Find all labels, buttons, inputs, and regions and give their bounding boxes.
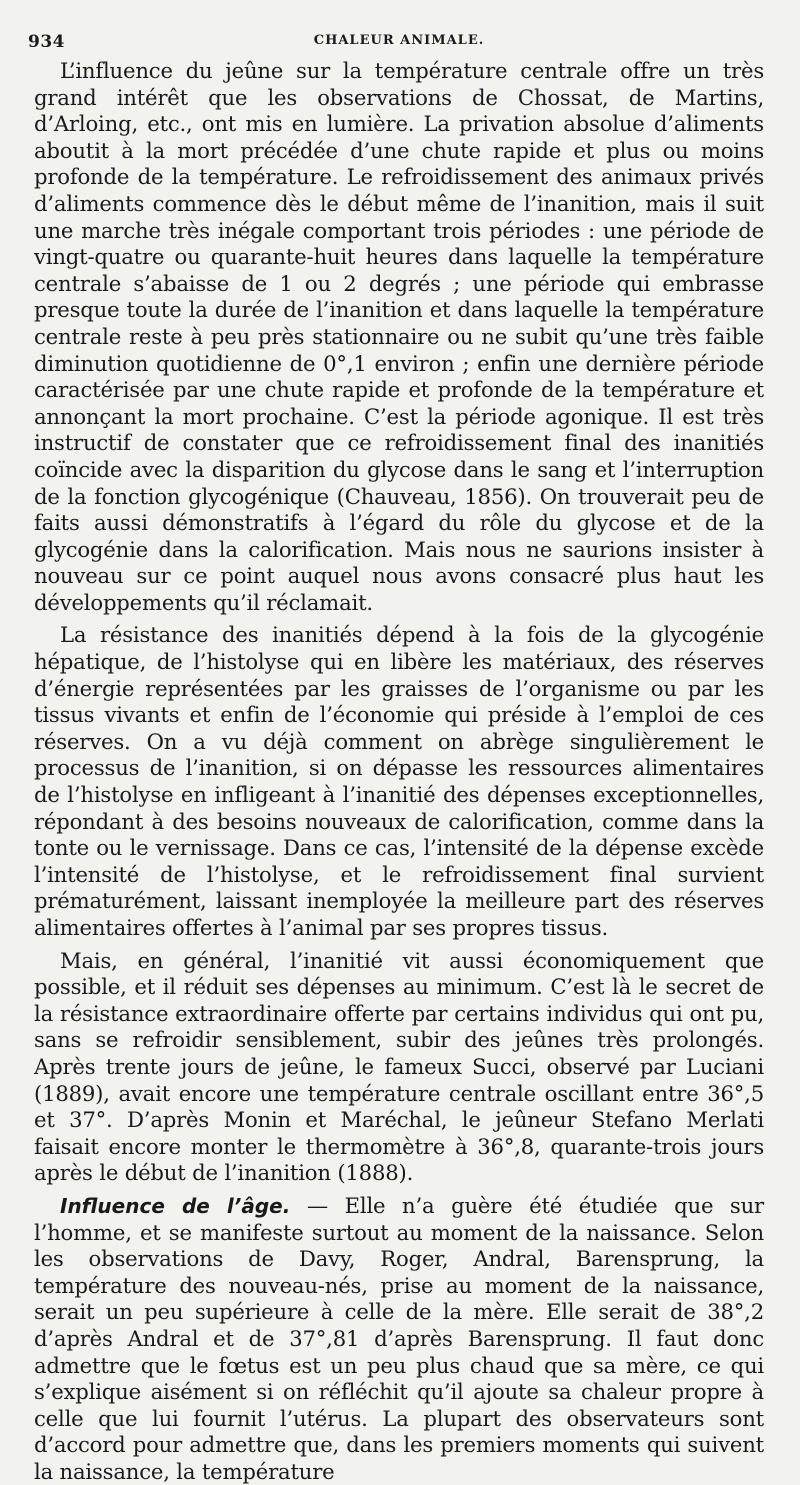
running-head: [28, 30, 770, 54]
paragraph-age-influence: [34, 1193, 764, 1485]
paragraph-economy: Mais, en général, l’inanitié vit aussi économiquement que possible, et il réduit ses dépenses au minimum. C’est là le secret de la résistance extraordinaire offerte par certains individus qui ont pu, sans se refroidir sensiblement, subir des jeûnes très prolongés. Après trente jours de jeûne, le fameux Succi, observé par Luciani (1889), avait encore une température centrale oscillant entre 36°,5 et 37°. D’après Monin et Maréchal, le jeûneur Stefano Merlati faisait encore monter le thermomètre à 36°,8, quarante-trois jours après le début de l’inanition (1888).: [34, 947, 764, 1186]
body-text: [34, 58, 764, 1485]
paragraph-inanition-resistance: La résistance des inanitiés dépend à la fois de la glycogénie hépatique, de l’histolyse qui en libère les matériaux, des réserves d’énergie représentées par les graisses de l’organisme ou par les tissus vivants et enfin de l’économie qui préside à l’emploi de ces réserves. On a vu déjà comment on abrège singulièrement le processus de l’inanition, si on dépasse les ressources alimentaires de l’histolyse en infligeant à l’inanitié des dépenses exceptionnelles, répondant à des besoins nouveaux de calorification, comme dans la tonte ou le vernissage. Dans ce cas, l’intensité de la dépense excède l’intensité de l’histolyse, et le refroidissement final survient prématurément, laissant inemployée la meilleure part des réserves alimentaires offertes à l’animal par ses propres tissus.: [34, 622, 764, 940]
running-title: CHALEUR ANIMALE.: [313, 33, 485, 48]
section-heading: Influence de l’âge.: [60, 1193, 291, 1218]
section-text: — Elle n’a guère été étudiée que sur l’homme, et se manifeste surtout au moment de la naissance. Selon les observations de Davy, Roger, Andral, Barensprung, la température des nouveau-nés, prise au moment de la naissance, serait un peu supérieure à celle de la mère. Elle serait de 38°,2 d’après Andral et de 37°,81 d’après Barensprung. Il faut donc admettre que le fœtus est un peu plus chaud que sa mère, ce qui s’explique aisément si on réfléchit qu’il ajoute sa chaleur propre à celle que lui fournit l’utérus. La plupart des observateurs sont d’accord pour admettre que, dans les premiers moments qui suivent la naissance, la température: [34, 1192, 764, 1484]
page-number: 934: [28, 32, 65, 52]
paragraph-fasting-temperature: L’influence du jeûne sur la température centrale offre un très grand intérêt que les observations de Chossat, de Martins, d’Arloing, etc., ont mis en lumière. La privation absolue d’aliments aboutit à la mort précédée d’une chute rapide et plus ou moins profonde de la température. Le refroidissement des animaux privés d’aliments commence dès le début même de l’inanition, mais il suit une marche très inégale comportant trois périodes : une période de vingt-quatre ou quarante-huit heures dans laquelle la température centrale s’abaisse de 1 ou 2 degrés ; une période qui embrasse presque toute la durée de l’inanition et dans laquelle la température centrale reste à peu près stationnaire ou ne subit qu’une très faible diminution quotidienne de 0°,1 environ ; enfin une dernière période caractérisée par une chute rapide et profonde de la température et annonçant la mort prochaine. C’est la période agonique. Il est très instructif de constater que ce refroidissement final des inanitiés coïncide avec la disparition du glycose dans le sang et l’interruption de la fonction glycogénique (Chauveau, 1856). On trouverait peu de faits aussi démonstratifs à l’égard du rôle du glycose et de la glycogénie dans la calorification. Mais nous ne saurions insister à nouveau sur ce point auquel nous avons consacré plus haut les développements qu’il réclamait.: [34, 58, 764, 615]
